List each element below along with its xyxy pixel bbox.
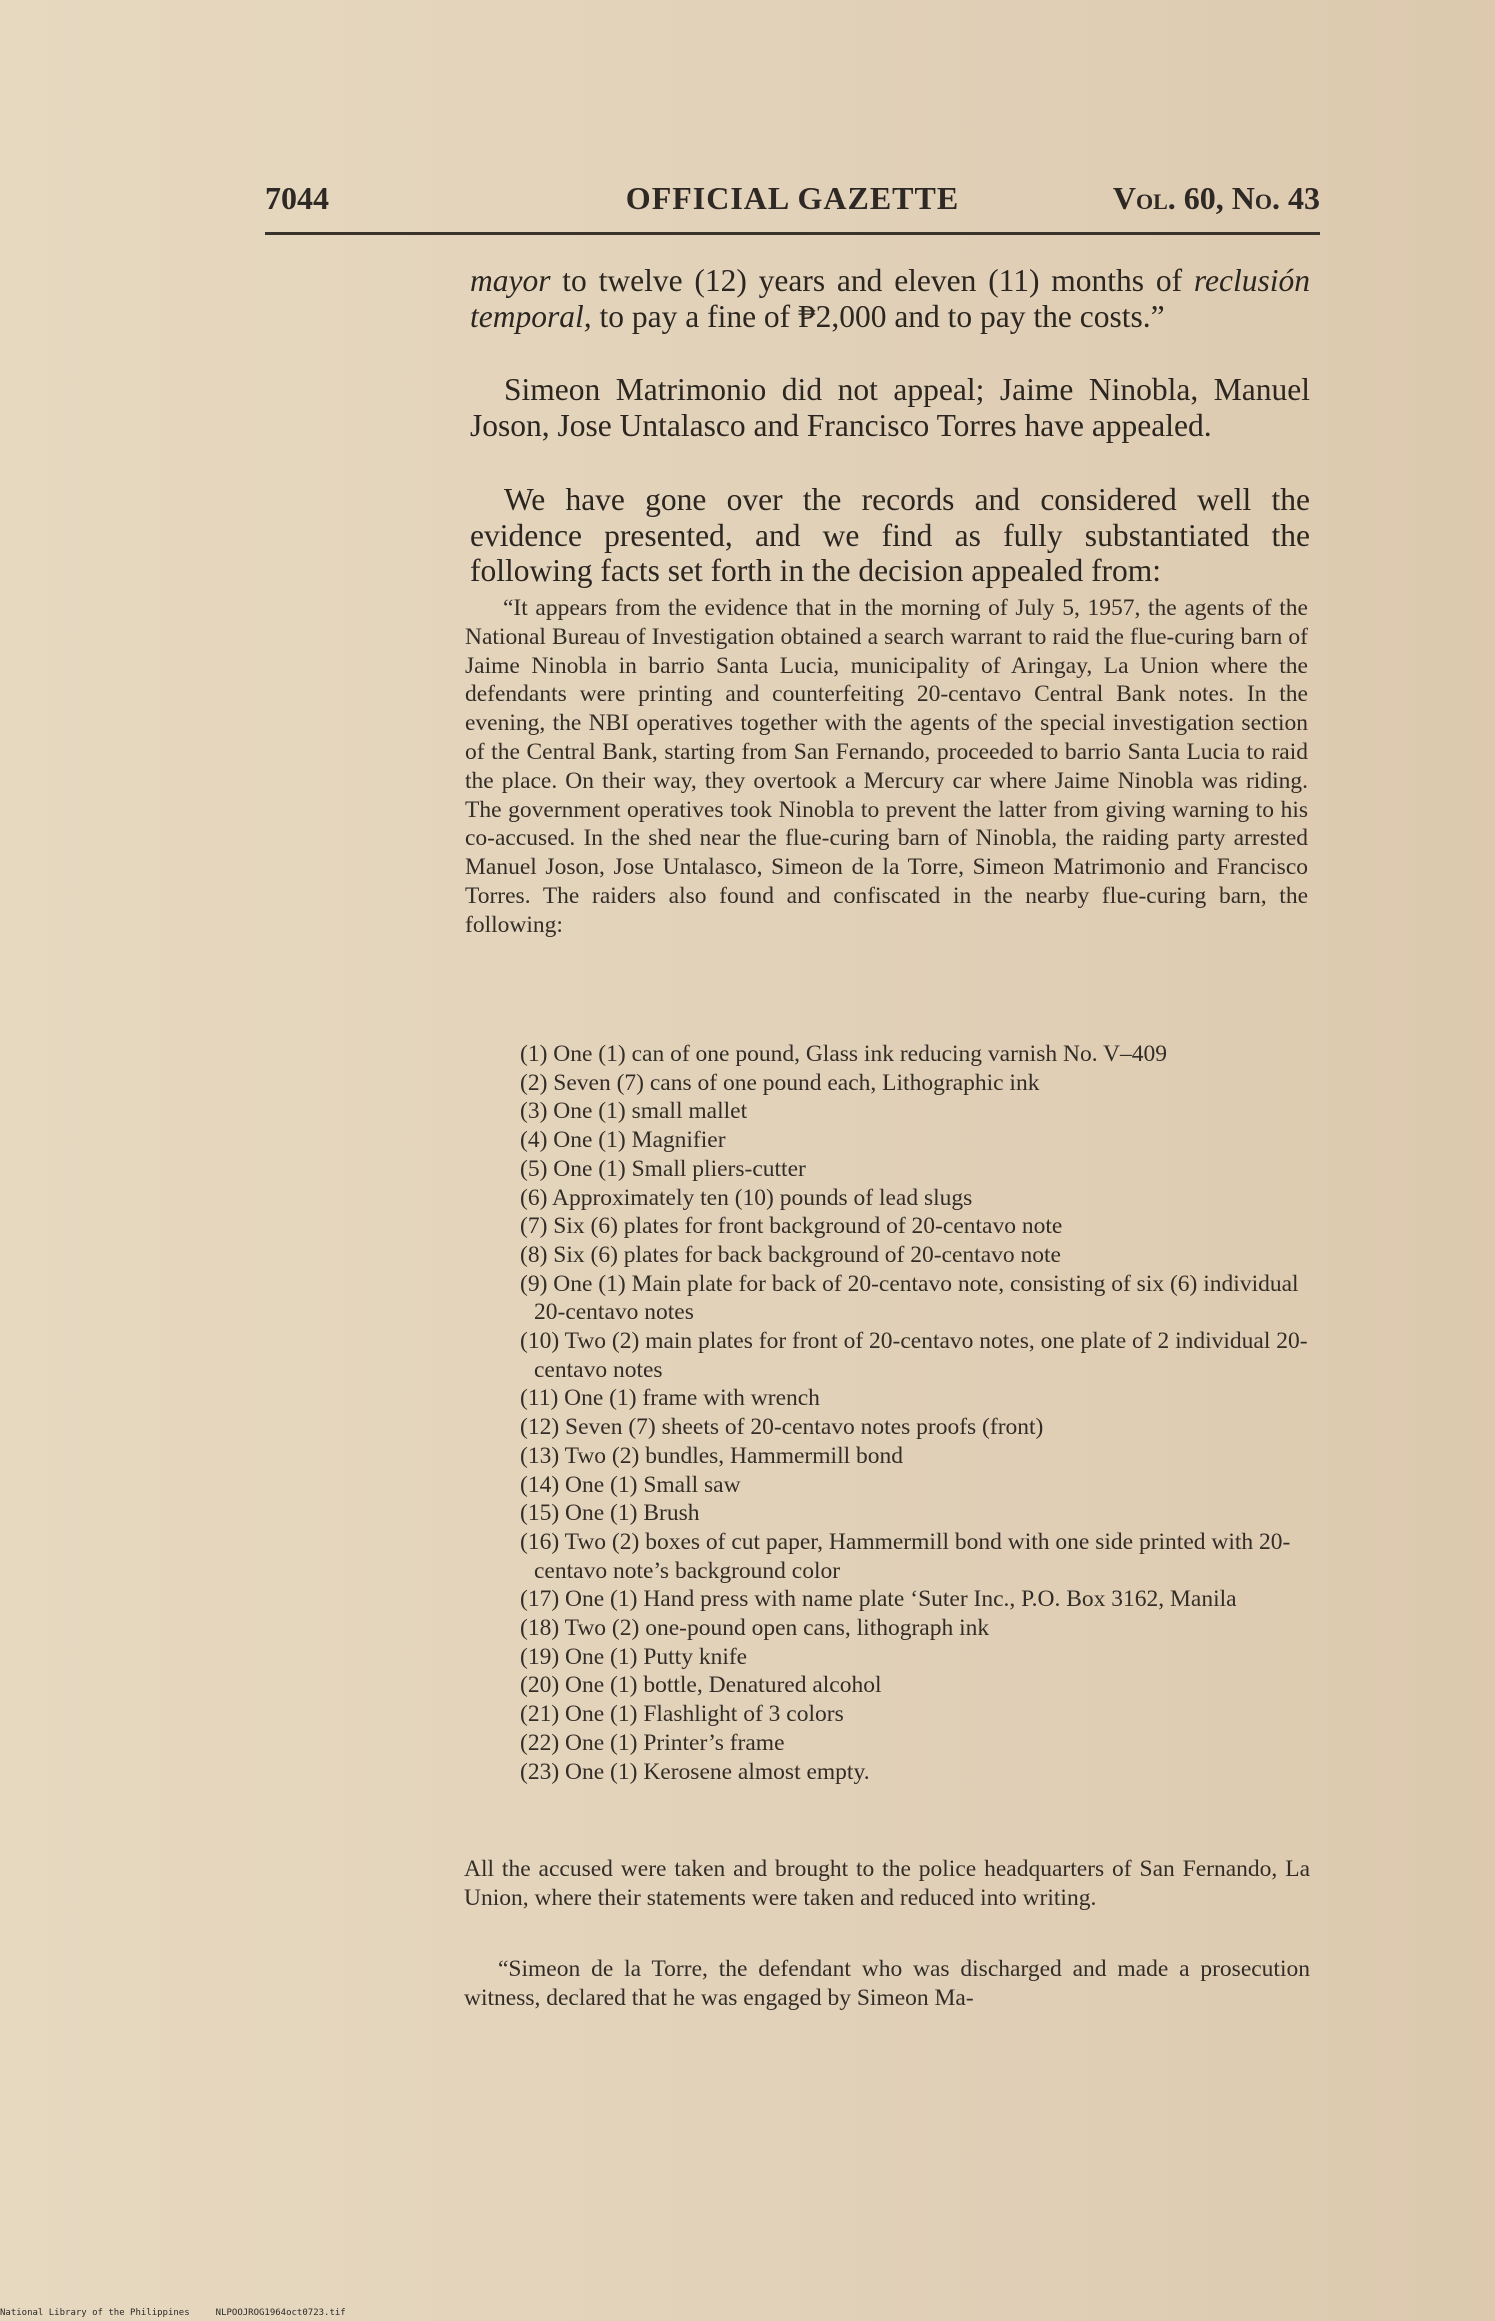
library-credit: National Library of the Philippines [0, 2308, 190, 2318]
list-item: (9) One (1) Main plate for back of 20-centavo note, consisting of six (6) individual 20-centavo notes [520, 1270, 1299, 1326]
list-item: (13) Two (2) bundles, Hammermill bond [520, 1442, 903, 1469]
quoted-paragraph-3-text: “Simeon de la Torre, the defendant who was discharged and made a prosecution witness, declared that he was engaged by Simeon Ma- [464, 1956, 1310, 2011]
list-item: (16) Two (2) boxes of cut paper, Hammermill bond with one side printed with 20-centavo note’s background color [520, 1528, 1291, 1584]
paragraph-1 [470, 263, 1310, 334]
page-number: 7044 [265, 180, 329, 216]
paragraph-3 [470, 482, 1310, 589]
list-item: (14) One (1) Small saw [520, 1471, 741, 1498]
list-item: (5) One (1) Small pliers-cutter [520, 1155, 806, 1182]
list-item: (23) One (1) Kerosene almost empty. [520, 1758, 870, 1785]
paragraph-1-text-a: to twelve (12) years and eleven (11) months of [550, 263, 1194, 298]
quoted-paragraph-2 [464, 1855, 1310, 1913]
list-item: (17) One (1) Hand press with name plate ‘Suter Inc., P.O. Box 3162, Manila [520, 1586, 1237, 1613]
quoted-paragraph-3 [464, 1955, 1310, 2013]
list-item: (20) One (1) bottle, Denatured alcohol [520, 1672, 882, 1699]
italic-reclusion: reclusión temporal, [470, 263, 1310, 334]
list-item: (18) Two (2) one-pound open cans, lithograph ink [520, 1615, 990, 1642]
running-header [265, 180, 1320, 230]
header-rule [265, 232, 1320, 235]
list-item: (10) Two (2) main plates for front of 20-centavo notes, one plate of 2 individual 20-centavo notes [520, 1328, 1308, 1383]
list-item: (1) One (1) can of one pound, Glass ink reducing varnish No. V–409 [520, 1041, 1167, 1067]
paragraph-1-text-b: to pay a fine of ₱2,000 and to pay the costs.” [591, 298, 1165, 334]
italic-mayor: mayor [470, 263, 551, 298]
list-item: (3) One (1) small mallet [520, 1098, 748, 1125]
list-item: (15) One (1) Brush [520, 1500, 700, 1527]
paragraph-2-text: Simeon Matrimonio did not appeal; Jaime Ninobla, Manuel Joson, Jose Untalasco and Francisco Torres have appealed. [470, 372, 1310, 443]
quoted-decision [465, 594, 1308, 940]
list-item: (7) Six (6) plates for front background of 20-centavo note [520, 1213, 1063, 1240]
list-item: (19) One (1) Putty knife [520, 1643, 748, 1670]
list-item: (6) Approximately ten (10) pounds of lead slugs [520, 1184, 973, 1211]
publication-title: OFFICIAL GAZETTE [625, 180, 960, 216]
list-item: (8) Six (6) plates for back background of 20-centavo note [520, 1241, 1061, 1268]
quoted-decision-text: “It appears from the evidence that in the morning of July 5, 1957, the agents of the National Bureau of Investigation obtained a search warrant to raid the flue-curing barn of Jaime Ninobla in barrio Santa Lucia, municipality of Aringay, La Union where the defendants were printing and counterfeiting 20-centavo Central Bank notes. In the evening, the NBI operatives together with the agents of the special investigation section of the Central Bank, starting from San Fernando, proceeded to barrio Santa Lucia to raid the place. On their way, they overtook a Mercury car where Jaime Ninobla was riding. The government operatives took Ninobla to prevent the latter from giving warning to his co-accused. In the shed near the flue-curing barn of Ninobla, the raiding party arrested Manuel Joson, Jose Untalasco, Simeon de la Torre, Simeon Matrimonio and Francisco Torres. The raiders also found and confiscated in the nearby flue-curing barn, the following: [465, 595, 1308, 938]
paragraph-3-text: We have gone over the records and considered well the evidence presented, and we find as fully substantiated the following facts set forth in the decision appealed from: [470, 482, 1310, 589]
list-item: (2) Seven (7) cans of one pound each, Lithographic ink [520, 1069, 1040, 1096]
list-item: (4) One (1) Magnifier [520, 1127, 726, 1154]
list-item: (22) One (1) Printer’s frame [520, 1729, 785, 1756]
file-name: NLPOOJROG1964oct0723.tif [215, 2308, 346, 2318]
scan-footer [0, 2308, 372, 2318]
list-item: (11) One (1) frame with wrench [520, 1385, 820, 1412]
quoted-paragraph-2-text: All the accused were taken and brought to the police headquarters of San Fernando, La Union, where their statements were taken and reduced into writing. [464, 1856, 1310, 1911]
confiscated-items-list [520, 1040, 1310, 1786]
paragraph-2 [470, 372, 1310, 443]
list-item: (21) One (1) Flashlight of 3 colors [520, 1701, 844, 1728]
volume-number: Vol. 60, No. 43 [1112, 180, 1320, 216]
list-item: (12) Seven (7) sheets of 20-centavo notes proofs (front) [520, 1414, 1044, 1441]
